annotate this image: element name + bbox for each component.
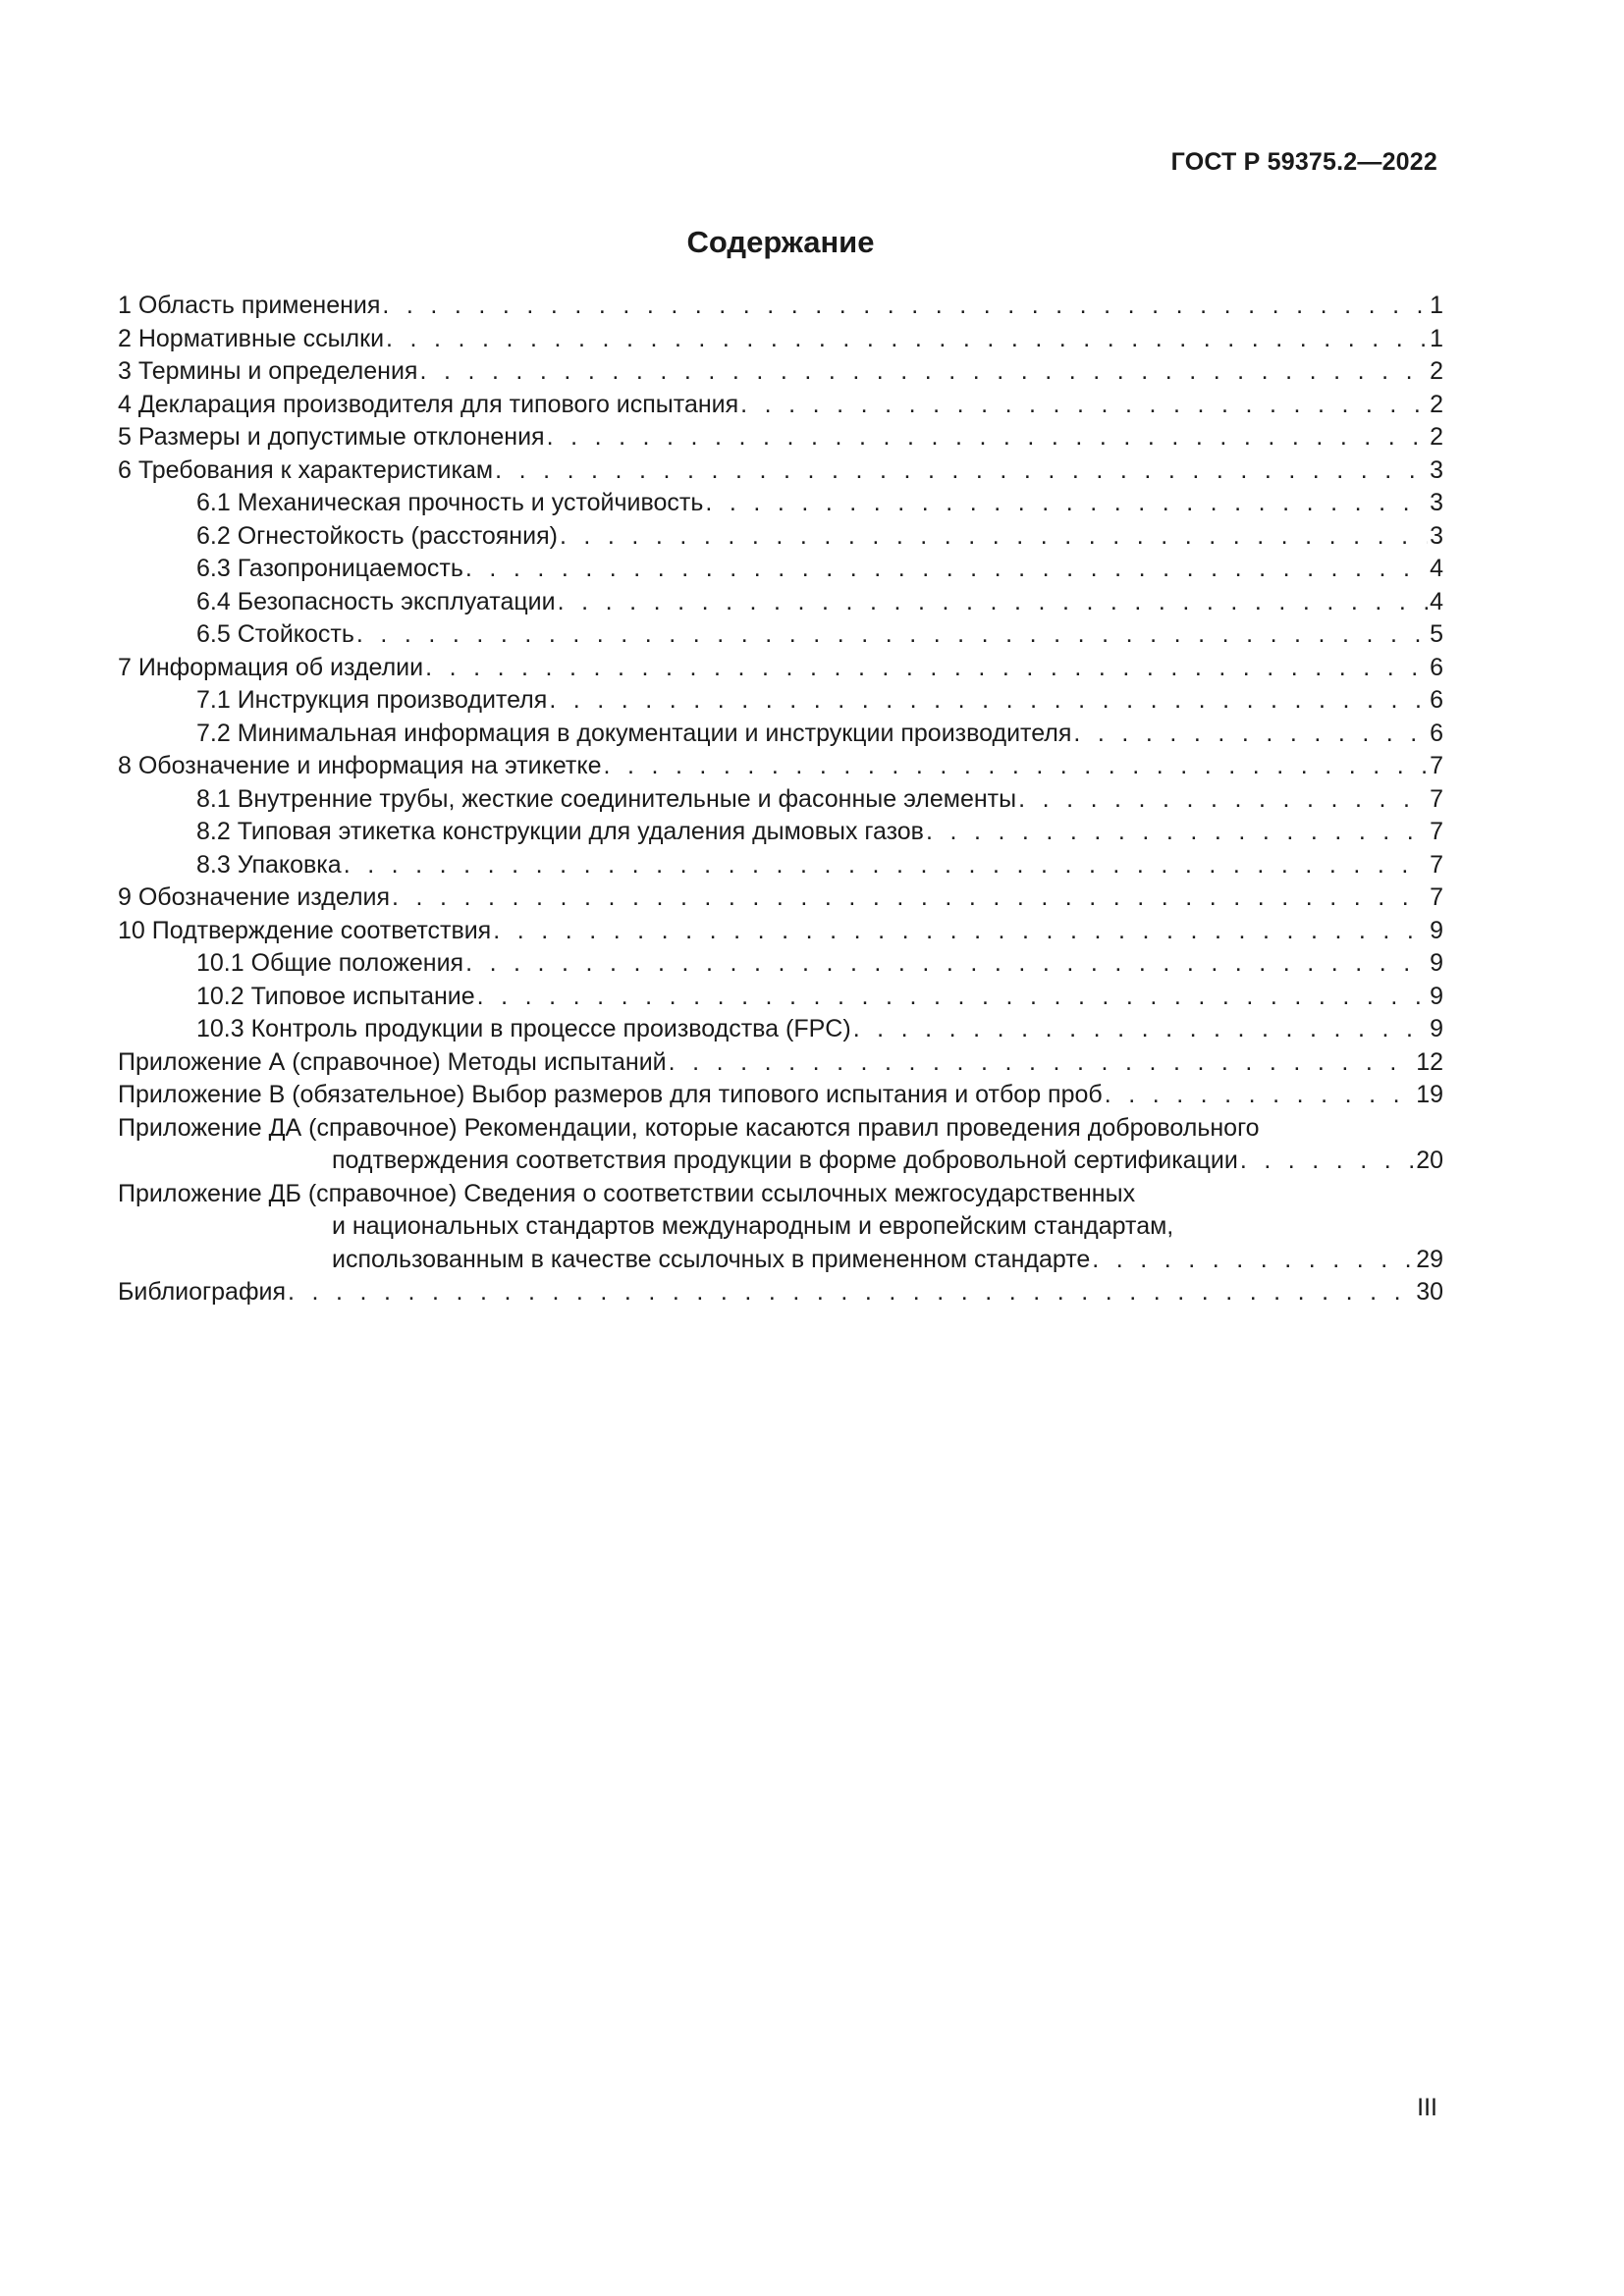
document-code: ГОСТ Р 59375.2—2022 xyxy=(1170,148,1437,176)
dot-leader xyxy=(558,586,1428,619)
dot-leader xyxy=(560,520,1428,554)
toc-entry-page: 4 xyxy=(1430,555,1443,582)
toc-entry-text: и национальных стандартов международным и европейским стандартам, xyxy=(332,1212,1174,1240)
table-of-contents xyxy=(118,290,1443,1309)
toc-entry-page: 6 xyxy=(1430,686,1443,714)
toc-entry-page: 2 xyxy=(1430,357,1443,385)
toc-entry-text: 6.1 Механическая прочность и устойчивость xyxy=(196,489,704,516)
toc-entries xyxy=(118,290,1443,1112)
toc-entry-page: 6 xyxy=(1430,653,1443,681)
toc-entry-page: 9 xyxy=(1430,916,1443,944)
toc-entry-appendix-da[interactable] xyxy=(118,1112,1443,1178)
toc-entry[interactable] xyxy=(118,915,1443,948)
toc-entry[interactable] xyxy=(118,684,1443,718)
toc-entry[interactable] xyxy=(118,849,1443,882)
toc-entry-text: 6 Требования к характеристикам xyxy=(118,455,494,484)
toc-entry-text: подтверждения соответствия продукции в форме добровольной сертификации xyxy=(332,1147,1238,1174)
toc-entry-text: 6.3 Газопроницаемость xyxy=(196,555,463,582)
toc-entry-text: Приложение А (справочное) Методы испытаний xyxy=(118,1047,667,1076)
dot-leader xyxy=(1073,718,1428,751)
toc-entry-text: 6.5 Стойкость xyxy=(196,620,354,648)
toc-entry-text: 10.2 Типовое испытание xyxy=(196,982,475,1010)
dot-leader xyxy=(547,421,1429,454)
dot-leader xyxy=(740,389,1428,422)
toc-entry-page: 29 xyxy=(1416,1245,1443,1273)
dot-leader xyxy=(853,1013,1428,1046)
toc-entry-page: 3 xyxy=(1430,455,1443,484)
dot-leader xyxy=(1105,1079,1414,1112)
toc-entry-page: 7 xyxy=(1430,784,1443,813)
toc-entry[interactable] xyxy=(118,421,1443,454)
toc-entry-page: 19 xyxy=(1416,1081,1443,1108)
toc-entry[interactable] xyxy=(118,487,1443,520)
toc-entry-page: 7 xyxy=(1430,818,1443,845)
toc-entry-text: 4 Декларация производителя для типового испытания xyxy=(118,390,739,418)
toc-entry-bibliography[interactable] xyxy=(118,1276,1443,1309)
toc-entry-text: 10 Подтверждение соответствия xyxy=(118,916,492,944)
toc-entry[interactable] xyxy=(118,389,1443,422)
toc-entry[interactable] xyxy=(118,881,1443,915)
toc-entry-page: 7 xyxy=(1430,850,1443,879)
dot-leader xyxy=(603,750,1428,783)
toc-entry-text: 7.1 Инструкция производителя xyxy=(196,686,548,714)
dot-leader xyxy=(425,652,1428,685)
toc-entry-text: Приложение ДБ (справочное) Сведения о соответствии ссылочных межгосударственных xyxy=(118,1179,1136,1207)
toc-entry[interactable] xyxy=(118,652,1443,685)
toc-entry-text: 2 Нормативные ссылки xyxy=(118,324,385,352)
dot-leader xyxy=(549,684,1428,718)
dot-leader xyxy=(669,1046,1415,1080)
dot-leader xyxy=(495,454,1428,488)
toc-entry[interactable] xyxy=(118,718,1443,751)
toc-entry[interactable] xyxy=(118,355,1443,389)
toc-entry-text: 3 Термины и определения xyxy=(118,357,418,385)
toc-entry-text: 9 Обозначение изделия xyxy=(118,883,391,911)
toc-entry-page: 9 xyxy=(1430,982,1443,1010)
dot-leader xyxy=(419,355,1428,389)
toc-entry-text: 8.1 Внутренние трубы, жесткие соединительные и фасонные элементы xyxy=(196,784,1017,813)
toc-entry[interactable] xyxy=(118,1046,1443,1080)
page-title: Содержание xyxy=(686,225,875,259)
dot-leader xyxy=(465,947,1428,981)
toc-entry-text: 6.4 Безопасность эксплуатации xyxy=(196,587,556,615)
toc-entry-text: использованным в качестве ссылочных в примененном стандарте xyxy=(332,1245,1091,1273)
toc-entry[interactable] xyxy=(118,520,1443,554)
toc-entry-page: 3 xyxy=(1430,489,1443,516)
toc-entry-page: 20 xyxy=(1416,1147,1443,1174)
dot-leader xyxy=(477,981,1428,1014)
toc-entry[interactable] xyxy=(118,553,1443,586)
toc-entry-text: 6.2 Огнестойкость (расстояния) xyxy=(196,521,558,550)
dot-leader xyxy=(465,553,1428,586)
toc-entry-page: 9 xyxy=(1430,1015,1443,1042)
toc-entry[interactable] xyxy=(118,323,1443,356)
toc-entry-page: 7 xyxy=(1430,883,1443,911)
toc-entry-appendix-db[interactable] xyxy=(118,1178,1443,1277)
toc-entry[interactable] xyxy=(118,1013,1443,1046)
toc-entry-page: 1 xyxy=(1430,324,1443,352)
dot-leader xyxy=(382,290,1428,323)
toc-entry-text: Приложение ДА (справочное) Рекомендации, которые касаются правил проведения добровольного xyxy=(118,1113,1260,1142)
dot-leader xyxy=(493,915,1428,948)
toc-entry-page: 12 xyxy=(1416,1047,1443,1076)
dot-leader xyxy=(1092,1244,1414,1277)
dot-leader xyxy=(1240,1145,1414,1178)
toc-entry[interactable] xyxy=(118,816,1443,849)
toc-entry[interactable] xyxy=(118,618,1443,652)
dot-leader xyxy=(344,849,1428,882)
dot-leader xyxy=(356,618,1428,652)
toc-entry[interactable] xyxy=(118,454,1443,488)
dot-leader xyxy=(288,1276,1414,1309)
toc-entry-page: 30 xyxy=(1416,1278,1443,1306)
toc-entry-text: 7.2 Минимальная информация в документации и инструкции производителя xyxy=(196,719,1072,747)
toc-entry[interactable] xyxy=(118,750,1443,783)
toc-entry[interactable] xyxy=(118,783,1443,817)
dot-leader xyxy=(705,487,1428,520)
toc-entry[interactable] xyxy=(118,290,1443,323)
toc-entry-page: 2 xyxy=(1430,423,1443,451)
toc-entry-text: 8.3 Упаковка xyxy=(196,850,342,879)
page-number: III xyxy=(1417,2094,1437,2121)
toc-entry-text: 8.2 Типовая этикетка конструкции для удаления дымовых газов xyxy=(196,818,924,845)
toc-entry-page: 5 xyxy=(1430,620,1443,648)
toc-entry-text: Библиография xyxy=(118,1278,287,1306)
toc-entry-text: 7 Информация об изделии xyxy=(118,653,424,681)
dot-leader xyxy=(386,323,1428,356)
toc-entry-page: 4 xyxy=(1430,587,1443,615)
toc-entry[interactable] xyxy=(118,1079,1443,1112)
toc-entry-text: 1 Область применения xyxy=(118,292,381,319)
toc-entry-page: 1 xyxy=(1430,292,1443,319)
toc-entry-page: 3 xyxy=(1430,521,1443,550)
toc-entry-page: 6 xyxy=(1430,719,1443,747)
toc-entry[interactable] xyxy=(118,981,1443,1014)
dot-leader xyxy=(1018,783,1428,817)
dot-leader xyxy=(392,881,1428,915)
toc-entry-page: 9 xyxy=(1430,949,1443,977)
toc-entry-page: 7 xyxy=(1430,752,1443,779)
toc-entry-text: 10.3 Контроль продукции в процессе производства (FPC) xyxy=(196,1015,851,1042)
toc-entry[interactable] xyxy=(118,586,1443,619)
toc-entry-text: Приложение В (обязательное) Выбор размеров для типового испытания и отбор проб xyxy=(118,1081,1103,1108)
toc-entry-text: 8 Обозначение и информация на этикетке xyxy=(118,752,602,779)
toc-entry-page: 2 xyxy=(1430,390,1443,418)
toc-entry[interactable] xyxy=(118,947,1443,981)
toc-entry-text: 10.1 Общие положения xyxy=(196,949,464,977)
toc-entry-text: 5 Размеры и допустимые отклонения xyxy=(118,423,545,451)
dot-leader xyxy=(926,816,1428,849)
